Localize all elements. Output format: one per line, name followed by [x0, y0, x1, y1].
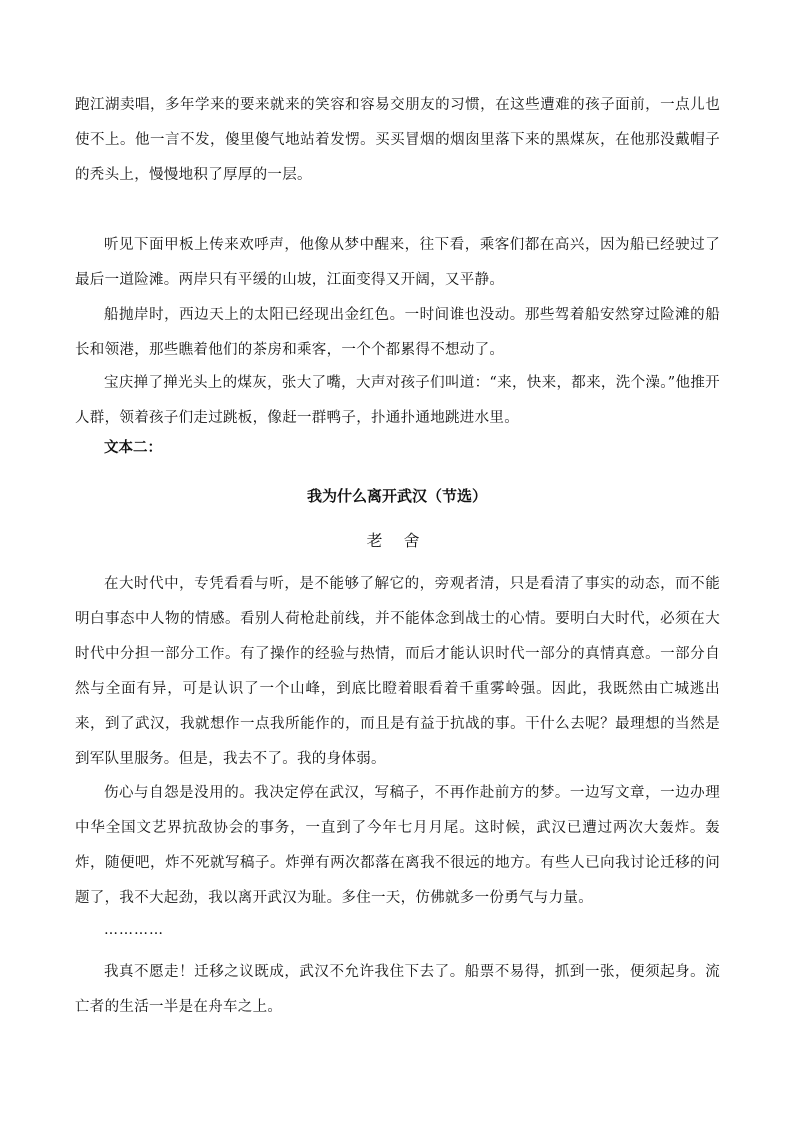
- text2-label: 文本二：: [104, 439, 162, 456]
- text2-author: 老 舍: [366, 531, 428, 550]
- text1-paragraph-3: 船抛岸时，西边天上的太阳已经现出金红色。一时间谁也没动。那些驾着船安然穿过险滩的船长和领港，那些瞧着他们的茶房和乘客，一个个都累得不想动了。: [75, 307, 720, 358]
- text2-paragraph-1: 在大时代中，专凭看看与听，是不能够了解它的，旁观者清，只是看清了事实的动态，而不能明白事态中人物的情感。看别人荷枪赴前线，并不能体念到战士的心情。要明白大时代，必须在大时代中分担一部分工作。有了操作的经验与热情，而后才能认识时代一部分的真情真意。一部分自然与全面有异，可是认识了一个山峰，到底比瞪着眼看着千重雾岭强。因此，我既然由亡城逃出来，到了武汉，我就想作一点我所能作的，而且是有益于抗战的事。干什么去呢？最理想的当然是到军队里服务。但是，我去不了。我的身体弱。: [75, 576, 720, 767]
- text1-paragraph-2: 听见下面甲板上传来欢呼声，他像从梦中醒来，往下看，乘客们都在高兴，因为船已经驶过了最后一道险滩。两岸只有平缓的山坡，江面变得又开阔，又平静。: [75, 237, 720, 288]
- text2-closing-paragraph: 我真不愿走！迁移之议既成，武汉不允许我住下去了。船票不易得，抓到一张，便须起身。流亡者的生活一半是在舟车之上。: [75, 964, 720, 1015]
- text2-title: 我为什么离开武汉（节选）: [306, 487, 487, 505]
- text2-paragraph-2: 伤心与自怨是没用的。我决定停在武汉，写稿子，不再作赴前方的梦。一边写文章，一边办理中华全国文艺界抗敌协会的事务，一直到了今年七月月尾。这时候，武汉已遭过两次大轰炸。轰炸，随便吧，炸不死就写稿子。炸弹有两次都落在离我不很远的地方。有些人已向我讨论迁移的问题了，我不大起劲，我以离开武汉为耻。多住一天，仿佛就多一份勇气与力量。: [75, 785, 720, 906]
- text1-paragraph-4: 宝庆掸了掸光头上的煤灰，张大了嘴，大声对孩子们叫道：“来，快来，都来，洗个澡。”他推开人群，领着孩子们走过跳板，像赶一群鸭子，扑通扑通地跳进水里。: [75, 375, 720, 426]
- text1-paragraph-1: 跑江湖卖唱，多年学来的要来就来的笑容和容易交朋友的习惯，在这些遭难的孩子面前，一点儿也使不上。他一言不发，傻里傻气地站着发愣。买买冒烟的烟囱里落下来的黑煤灰，在他那没戴帽子的秃头上，慢慢地积了厚厚的一层。: [75, 97, 720, 183]
- text2-ellipsis: …………: [104, 922, 164, 938]
